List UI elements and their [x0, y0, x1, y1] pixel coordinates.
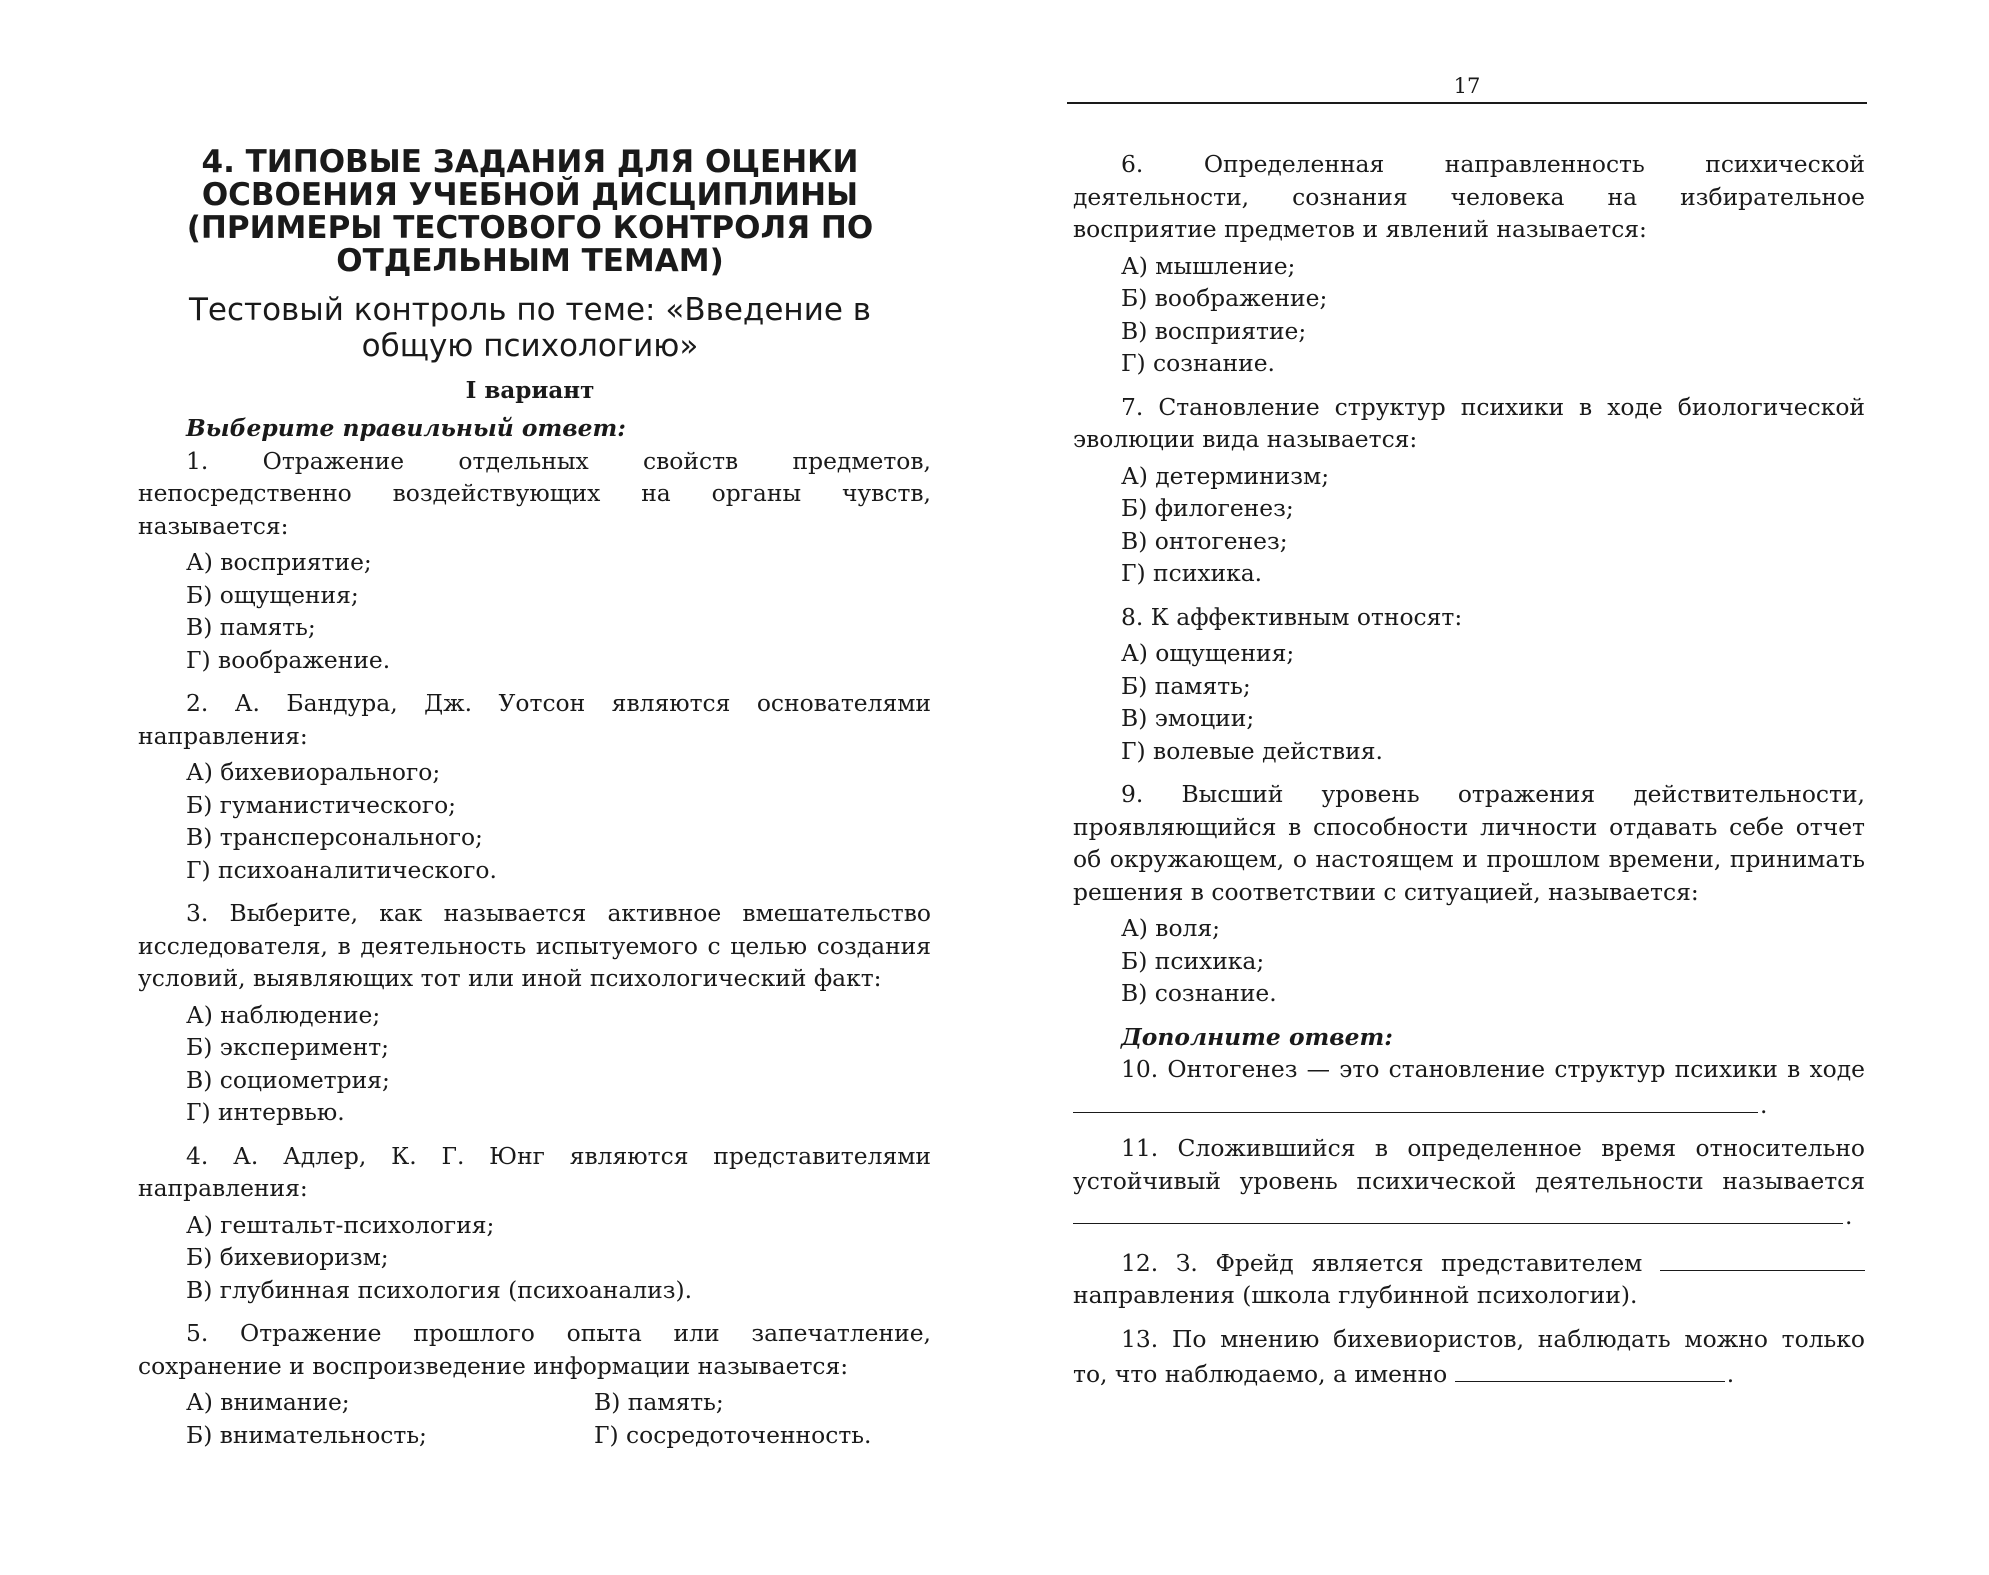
answer-blank[interactable]: [1660, 1244, 1865, 1271]
options-list: [186, 756, 931, 886]
option-b: Б) ощущения;: [186, 580, 359, 609]
question-13: [1073, 1323, 1865, 1391]
option-v: В) память;: [594, 1388, 724, 1416]
left-page: [0, 0, 994, 1575]
page-number: 17: [1453, 74, 1481, 98]
option-a: А) восприятие;: [186, 548, 372, 576]
question-text: [1073, 1323, 1865, 1391]
option-b: Б) воображение;: [1121, 284, 1328, 312]
question-text: 4. А. Адлер, К. Г. Юнг являются представителями направления:: [138, 1141, 931, 1202]
question-8: [1073, 601, 1865, 768]
question-text: 8. К аффективным относят:: [1121, 602, 1463, 631]
question-text: [1073, 1053, 1865, 1121]
option-b: Б) бихевиоризм;: [186, 1243, 389, 1271]
options-list: [1121, 460, 1865, 590]
question-12-text: 12. З. Фрейд является представителем: [1121, 1248, 1643, 1277]
option-v: В) сознание.: [1121, 979, 1277, 1007]
options-list: [186, 546, 931, 676]
question-text: 5. Отражение прошлого опыта или запечатление, сохранение и воспроизведение информации называется:: [138, 1319, 931, 1380]
question-text: [1073, 1244, 1865, 1312]
option-a: А) бихевиорального;: [186, 758, 441, 786]
question-5: [138, 1317, 931, 1451]
option-b: Б) внимательность;: [186, 1420, 427, 1449]
right-questions: [1073, 148, 1865, 1391]
option-g: Г) психоаналитического.: [186, 855, 497, 884]
end-dot: .: [1760, 1090, 1768, 1119]
option-v: В) эмоции;: [1121, 704, 1255, 732]
question-text: 7. Становление структур психики в ходе биологической эволюции вида называется:: [1073, 392, 1865, 453]
option-v: В) онтогенез;: [1121, 526, 1288, 555]
question-11-text: 11. Сложившийся в определенное время относительно устойчивый уровень психической деятельности называется: [1073, 1134, 1865, 1195]
end-dot: .: [1845, 1202, 1853, 1230]
question-1: [138, 445, 931, 677]
option-a: А) детерминизм;: [1121, 461, 1330, 490]
question-text: 9. Высший уровень отражения действительности, проявляющийся в способности личности отдавать себе отчет об окружающем, о настоящем и прошлом времени, принимать решения в соответствии с ситуацией, называется:: [1073, 780, 1865, 906]
option-b: Б) психика;: [1121, 946, 1265, 975]
question-text: 3. Выберите, как называется активное вмешательство исследователя, в деятельность испытуемого с целью создания условий, выявляющих тот или иной психологический факт:: [138, 899, 931, 992]
options-grid: [186, 1386, 931, 1451]
question-9: [1073, 778, 1865, 1010]
left-questions: [138, 412, 931, 1451]
option-a: А) гештальт-психология;: [186, 1210, 495, 1239]
option-b: Б) гуманистического;: [186, 790, 457, 819]
question-12-continuation: направления (школа глубинной психологии).: [1073, 1281, 1638, 1309]
question-13-text: 13. По мнению бихевиористов, наблюдать можно только то, что наблюдаемо, а именно: [1073, 1324, 1865, 1388]
section-heading: 4. ТИПОВЫЕ ЗАДАНИЯ ДЛЯ ОЦЕНКИ ОСВОЕНИЯ УЧЕБНОЙ ДИСЦИПЛИНЫ (ПРИМЕРЫ ТЕСТОВОГО КОНТРОЛЯ ПО ОТДЕЛЬНЫМ ТЕМАМ): [186, 144, 874, 279]
test-title: Тестовый контроль по теме: «Введение в общую психологию»: [188, 292, 872, 364]
end-dot: .: [1726, 1360, 1735, 1388]
question-2: [138, 687, 931, 886]
option-b: Б) память;: [1121, 671, 1251, 700]
options-list: [186, 999, 931, 1129]
question-text: 1. Отражение отдельных свойств предметов, непосредственно воздействующих на органы чувств, называется:: [138, 446, 931, 540]
options-list: [186, 1209, 931, 1307]
question-text: 2. А. Бандура, Дж. Уотсон являются основателями направления:: [138, 689, 931, 750]
option-a: А) мышление;: [1121, 251, 1296, 280]
option-b: Б) эксперимент;: [186, 1033, 390, 1061]
option-b: Б) филогенез;: [1121, 494, 1294, 522]
option-g: Г) сознание.: [1121, 349, 1275, 377]
options-list: [1121, 912, 1865, 1010]
answer-blank[interactable]: [1073, 1086, 1758, 1113]
question-4: [138, 1140, 931, 1307]
instruction-complete: Дополните ответ:: [1121, 1022, 1393, 1051]
options-list: [1121, 250, 1865, 380]
question-6: [1073, 148, 1865, 380]
option-g: Г) волевые действия.: [1121, 736, 1383, 765]
option-v: В) память;: [186, 613, 316, 641]
question-12: [1073, 1244, 1865, 1312]
option-a: А) ощущения;: [1121, 639, 1295, 667]
variant-label: I вариант: [465, 377, 595, 404]
question-11: [1073, 1132, 1865, 1233]
option-a: А) воля;: [1121, 914, 1221, 942]
answer-blank[interactable]: [1073, 1197, 1843, 1224]
question-text: [1073, 1132, 1865, 1233]
options-list: [1121, 637, 1865, 767]
question-10-text: 10. Онтогенез — это становление структур психики в ходе: [1121, 1055, 1865, 1083]
option-g: Г) сосредоточенность.: [594, 1420, 872, 1449]
option-v: В) социометрия;: [186, 1065, 390, 1094]
question-text: 6. Определенная направленность психической деятельности, сознания человека на избирательное восприятие предметов и явлений называется:: [1073, 150, 1865, 243]
option-a: А) внимание;: [186, 1388, 350, 1416]
question-7: [1073, 391, 1865, 590]
option-g: Г) интервью.: [186, 1098, 345, 1126]
question-10: [1073, 1053, 1865, 1121]
option-g: Г) воображение.: [186, 645, 391, 674]
option-a: А) наблюдение;: [186, 1000, 381, 1029]
option-v: В) трансперсонального;: [186, 823, 483, 851]
option-v: В) глубинная психология (психоанализ).: [186, 1275, 693, 1304]
header-rule: [1067, 102, 1867, 104]
answer-blank[interactable]: [1455, 1355, 1725, 1382]
instruction-choose: Выберите правильный ответ:: [186, 414, 626, 442]
option-v: В) восприятие;: [1121, 316, 1307, 345]
option-g: Г) психика.: [1121, 559, 1263, 587]
question-3: [138, 897, 931, 1129]
